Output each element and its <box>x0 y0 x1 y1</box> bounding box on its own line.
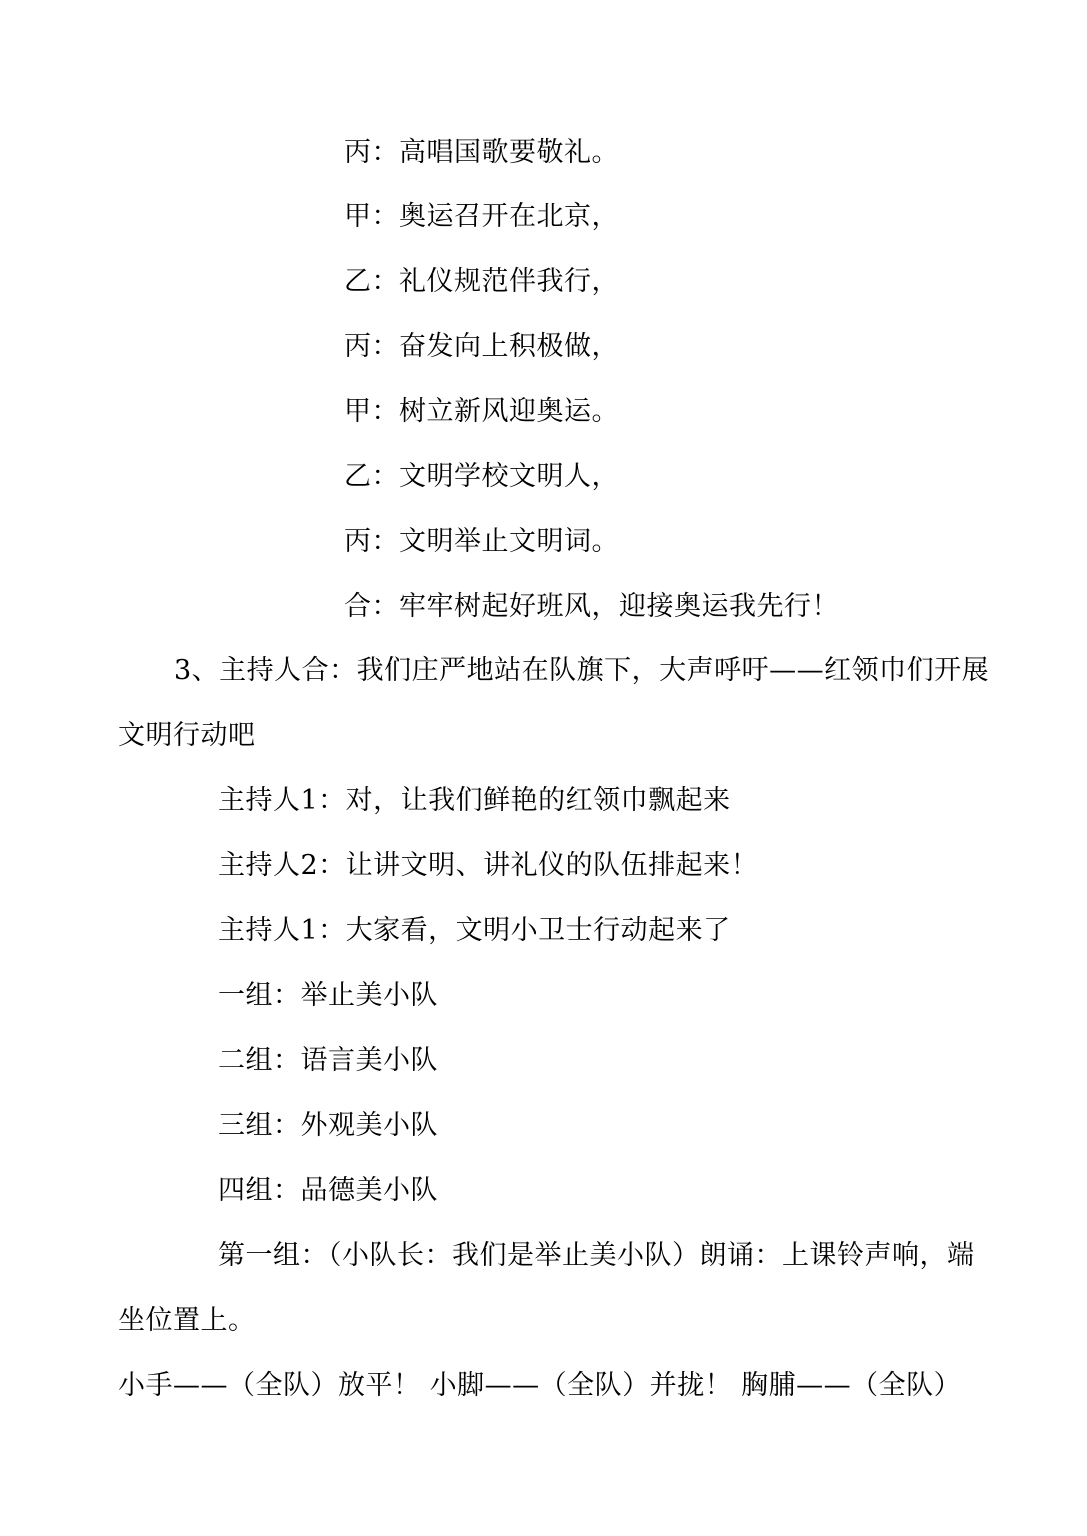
group-line-4: 四组：品德美小队 <box>218 1175 438 1206</box>
section-3-line-1: 3、主持人合：我们庄严地站在队旗下，大声呼吁——红领巾们开展 <box>174 655 990 686</box>
verse-line-1: 丙：高唱国歌要敬礼。 <box>344 137 619 168</box>
host-line-3: 主持人1：大家看，文明小卫士行动起来了 <box>218 915 731 946</box>
verse-line-4: 丙：奋发向上积极做， <box>344 331 619 362</box>
chant-line: 小手——（全队）放平！ 小脚——（全队）并拢！ 胸脯——（全队） <box>118 1370 962 1401</box>
host-line-2: 主持人2：让讲文明、讲礼仪的队伍排起来！ <box>218 850 759 881</box>
group-line-1: 一组：举止美小队 <box>218 980 438 1011</box>
group1-recital-line-1: 第一组：（小队长：我们是举止美小队）朗诵：上课铃声响，端 <box>218 1240 975 1271</box>
verse-line-2: 甲：奥运召开在北京， <box>344 201 619 232</box>
group1-recital-line-2: 坐位置上。 <box>118 1305 256 1336</box>
verse-line-8: 合：牢牢树起好班风，迎接奥运我先行！ <box>344 591 839 622</box>
section-3-line-2: 文明行动吧 <box>118 720 256 751</box>
verse-line-3: 乙：礼仪规范伴我行， <box>344 266 619 297</box>
verse-line-7: 丙：文明举止文明词。 <box>344 526 619 557</box>
group-line-3: 三组：外观美小队 <box>218 1110 438 1141</box>
host-line-1: 主持人1：对，让我们鲜艳的红领巾飘起来 <box>218 785 731 816</box>
group-line-2: 二组：语言美小队 <box>218 1045 438 1076</box>
verse-line-6: 乙：文明学校文明人， <box>344 461 619 492</box>
verse-line-5: 甲：树立新风迎奥运。 <box>344 396 619 427</box>
